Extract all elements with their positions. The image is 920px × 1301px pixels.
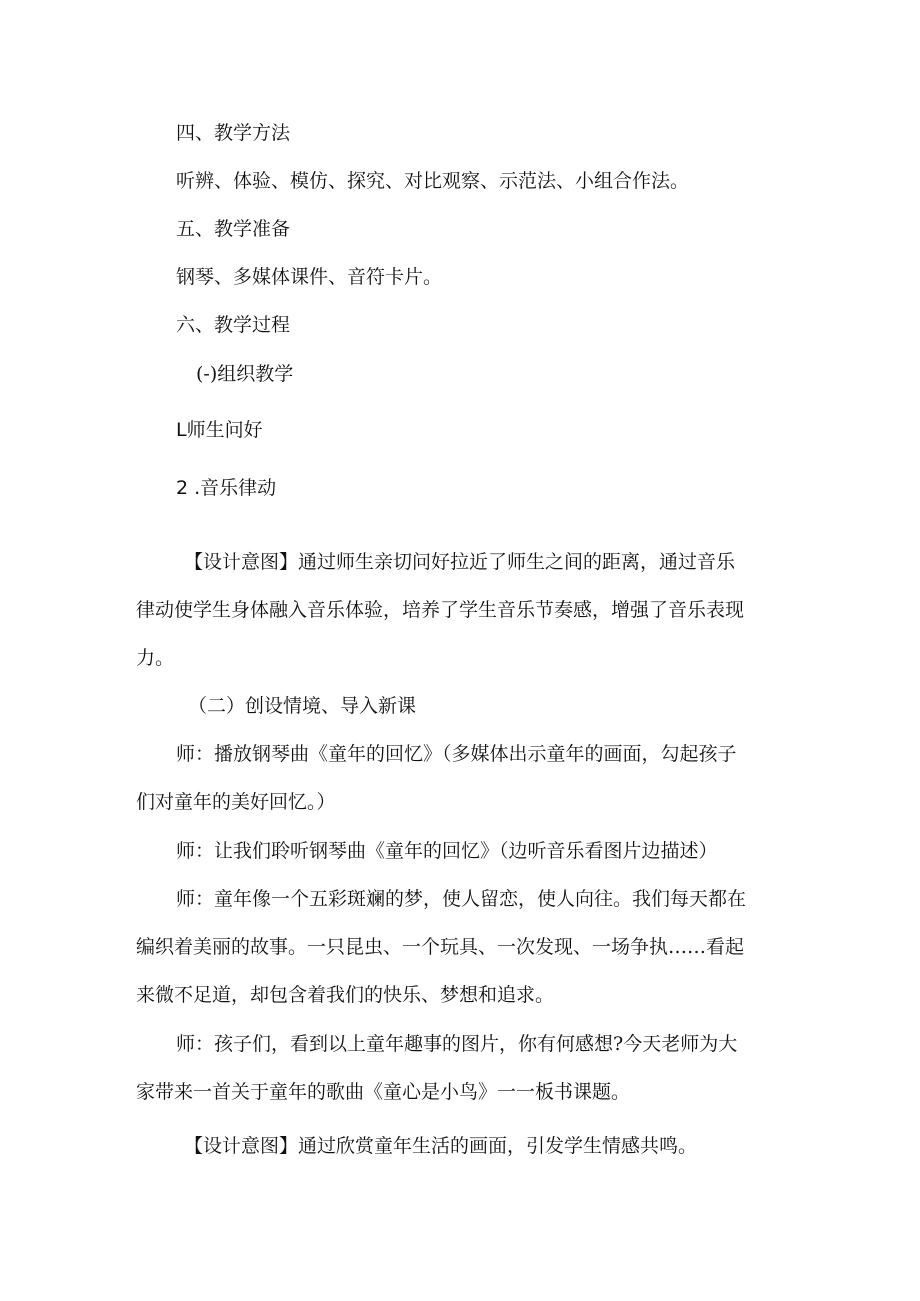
paragraph-1-line-1: 师：播放钢琴曲《童年的回忆》（多媒体出示童年的画面，勾起孩子: [176, 743, 737, 765]
paragraph-3-line-2: 编织着美丽的故事。一只昆虫、一个玩具、一次发现、一场争执……看起: [136, 936, 745, 958]
section-heading-teaching-preparation: 五、教学准备: [176, 218, 291, 240]
design-intent-2-line-1: 【设计意图】通过欣赏童年生活的画面，引发学生情感共鸣。: [184, 1135, 698, 1157]
list-item-greeting: L师生问好: [176, 419, 263, 441]
paragraph-3-line-3: 来微不足道，却包含着我们的快乐、梦想和追求。: [136, 984, 555, 1006]
list-item-music-rhythm: 2 .音乐律动: [176, 477, 277, 499]
paragraph-4-line-2: 家带来一首关于童年的歌曲《童心是小鸟》一一板书课题。: [136, 1081, 631, 1103]
design-intent-1-line-2: 律动使学生身体融入音乐体验，培养了学生音乐节奏感，增强了音乐表现: [136, 599, 745, 621]
paragraph-2-line-1: 师：让我们聆听钢琴曲《童年的回忆》（边听音乐看图片边描述）: [176, 840, 718, 862]
paragraph-3-line-1: 师：童年像一个五彩斑斓的梦，使人留恋，使人向往。我们每天都在: [176, 888, 747, 910]
section-heading-teaching-methods: 四、教学方法: [176, 122, 291, 144]
teaching-methods-text: 听辨、体验、模仿、探究、对比观察、示范法、小组合作法。: [176, 170, 690, 192]
subsection-heading-create-context: （二）创设情境、导入新课: [188, 695, 417, 717]
design-intent-1-line-3: 力。: [136, 647, 175, 669]
design-intent-1-line-1: 【设计意图】通过师生亲切问好拉近了师生之间的距离，通过音乐: [184, 551, 736, 573]
paragraph-4-line-1: 师：孩子们，看到以上童年趣事的图片，你有何感想?今天老师为大: [176, 1033, 738, 1055]
section-heading-teaching-process: 六、教学过程: [176, 314, 291, 336]
subsection-heading-organize: (-)组织教学: [196, 363, 294, 385]
teaching-preparation-text: 钢琴、多媒体课件、音符卡片。: [176, 266, 443, 288]
paragraph-1-line-2: 们对童年的美好回忆。）: [136, 791, 336, 813]
